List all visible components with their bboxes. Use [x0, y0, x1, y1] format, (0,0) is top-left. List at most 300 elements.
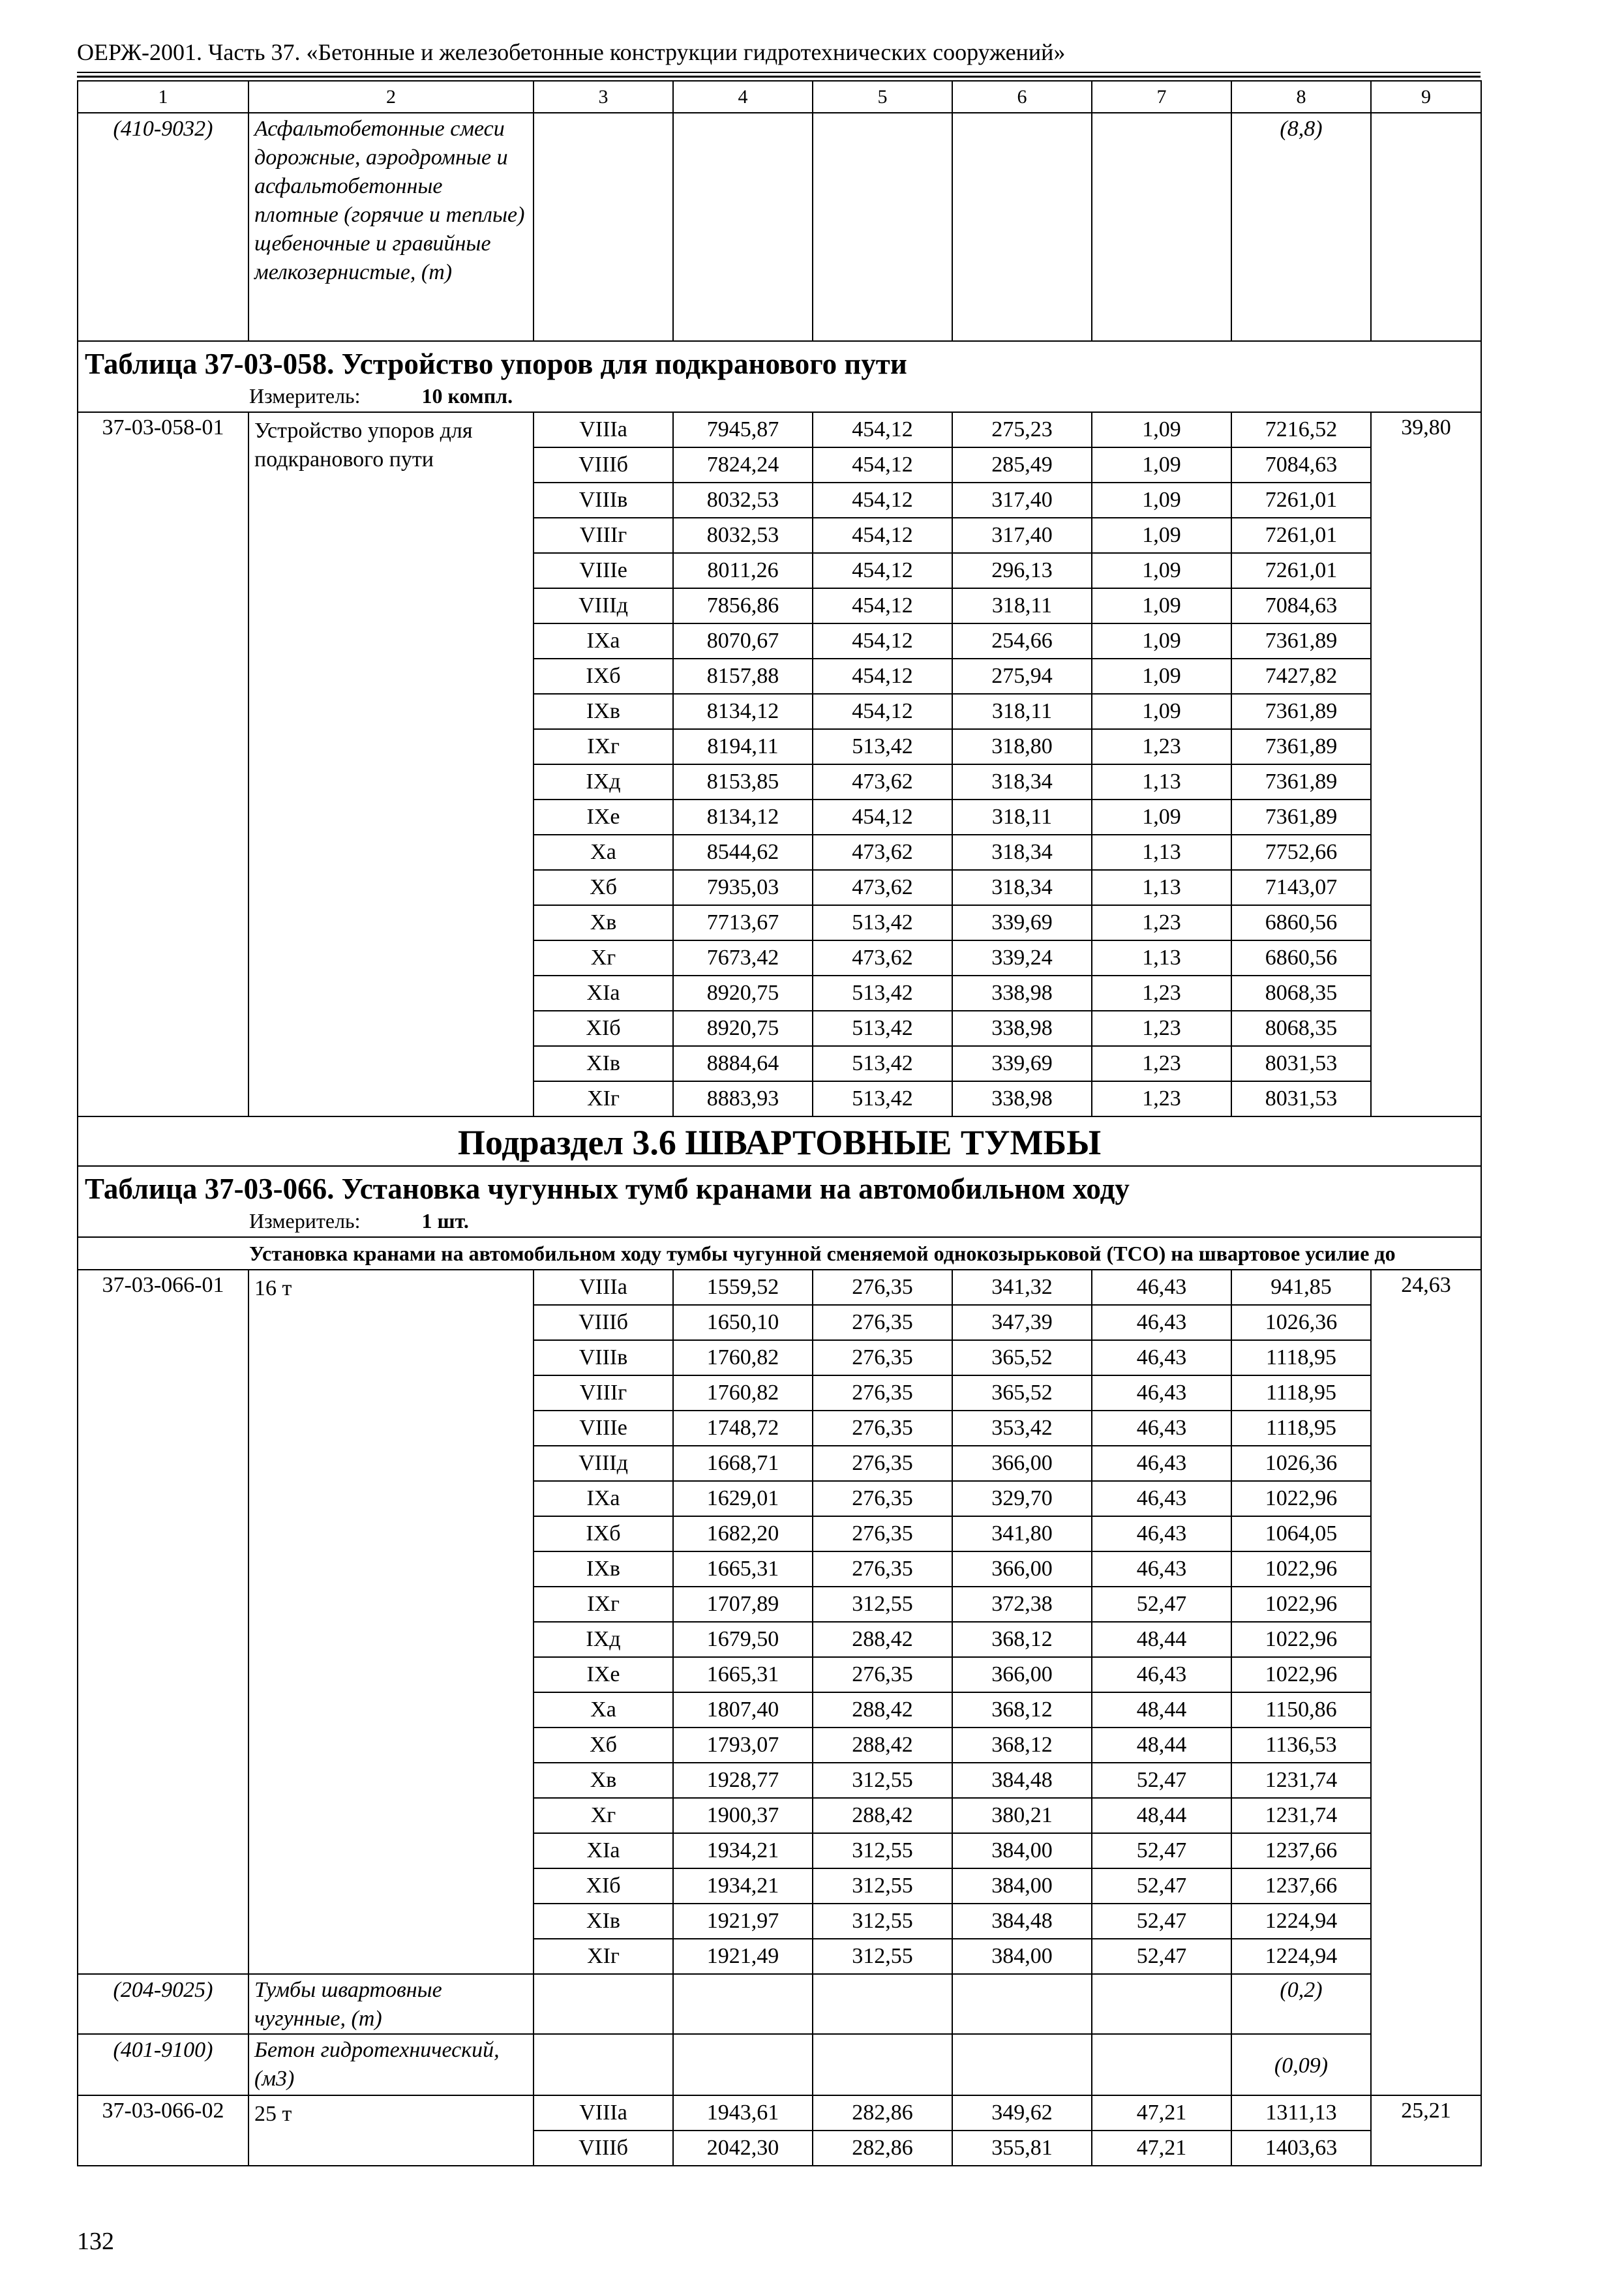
measure-label: Измеритель:	[249, 384, 361, 408]
value-cell: 1,23	[1092, 1081, 1231, 1116]
value-cell: 1,09	[1092, 412, 1231, 447]
value-cell: 1403,63	[1231, 2131, 1371, 2166]
empty-cell	[534, 1974, 673, 2034]
value-cell: 473,62	[813, 870, 952, 905]
page-header: ОЕРЖ-2001. Часть 37. «Бетонные и железобетонные конструкции гидротехнических сооружений»	[77, 39, 1066, 65]
value-cell: 296,13	[952, 553, 1092, 588]
value-cell: 7361,89	[1231, 623, 1371, 659]
work-name: 25 т	[248, 2095, 534, 2166]
value-cell: 1,23	[1092, 1046, 1231, 1081]
table-row	[78, 2095, 1481, 2131]
value-cell: 339,69	[952, 905, 1092, 940]
value-cell: 276,35	[813, 1657, 952, 1692]
value-cell: 338,98	[952, 976, 1092, 1011]
value-cell: 8884,64	[673, 1046, 813, 1081]
value-cell: 1,13	[1092, 940, 1231, 976]
value-cell: 454,12	[813, 447, 952, 483]
value-cell: 1231,74	[1231, 1798, 1371, 1833]
value-cell: 7752,66	[1231, 835, 1371, 870]
value-cell: 513,42	[813, 729, 952, 764]
value-cell: 46,43	[1092, 1481, 1231, 1516]
value-cell: 1559,52	[673, 1270, 813, 1305]
value-cell: 46,43	[1092, 1375, 1231, 1411]
value-cell: 6860,56	[1231, 940, 1371, 976]
zone-cell: VIIIб	[534, 1305, 673, 1340]
value-cell: 1629,01	[673, 1481, 813, 1516]
work-name: 16 т	[248, 1270, 534, 1974]
value-cell: 1,09	[1092, 518, 1231, 553]
value-cell: 1,09	[1092, 483, 1231, 518]
value-cell: 8031,53	[1231, 1046, 1371, 1081]
value-cell: 8031,53	[1231, 1081, 1371, 1116]
value-cell: 48,44	[1092, 1798, 1231, 1833]
value-cell: 454,12	[813, 412, 952, 447]
zone-cell: VIIIа	[534, 2095, 673, 2131]
value-cell: 7084,63	[1231, 447, 1371, 483]
zone-cell: IXв	[534, 694, 673, 729]
value-cell: 8134,12	[673, 694, 813, 729]
zone-cell: IXе	[534, 800, 673, 835]
table-row	[78, 412, 1481, 447]
measure-line	[78, 1204, 1481, 1236]
value-cell: 46,43	[1092, 1516, 1231, 1551]
value-cell: 52,47	[1092, 1868, 1231, 1904]
value-cell: 454,12	[813, 623, 952, 659]
value-cell: 48,44	[1092, 1692, 1231, 1728]
value-cell: 1136,53	[1231, 1728, 1371, 1763]
value-cell: 1,23	[1092, 976, 1231, 1011]
value-cell: 1026,36	[1231, 1305, 1371, 1340]
value-cell: 8157,88	[673, 659, 813, 694]
measure-line	[78, 379, 1481, 411]
value-cell: 341,32	[952, 1270, 1092, 1305]
value-cell: 8153,85	[673, 764, 813, 800]
value-cell: 7673,42	[673, 940, 813, 976]
value-cell: 366,00	[952, 1657, 1092, 1692]
work-name: Устройство упоров для подкранового пути	[248, 412, 534, 1116]
value-cell: 312,55	[813, 1939, 952, 1974]
zone-cell: Xв	[534, 905, 673, 940]
value-cell: 368,12	[952, 1692, 1092, 1728]
value-cell: 1064,05	[1231, 1516, 1371, 1551]
measure-label: Измеритель:	[249, 1209, 361, 1233]
subsection-row	[78, 1116, 1481, 1166]
empty-cell	[673, 1974, 813, 2034]
value-cell: 384,00	[952, 1939, 1092, 1974]
value-cell: 1,09	[1092, 588, 1231, 623]
zone-cell: Xб	[534, 870, 673, 905]
value-cell: 288,42	[813, 1798, 952, 1833]
value-cell: 8068,35	[1231, 976, 1371, 1011]
value-cell: 473,62	[813, 835, 952, 870]
measure-value: 10 компл.	[421, 384, 513, 408]
material-value: (8,8)	[1231, 113, 1371, 341]
value-cell: 276,35	[813, 1411, 952, 1446]
value-cell: 1022,96	[1231, 1551, 1371, 1587]
value-cell: 7361,89	[1231, 694, 1371, 729]
value-cell: 365,52	[952, 1375, 1092, 1411]
zone-cell: IXа	[534, 623, 673, 659]
zone-cell: VIIIг	[534, 518, 673, 553]
value-cell: 1118,95	[1231, 1375, 1371, 1411]
value-cell: 513,42	[813, 976, 952, 1011]
empty-cell	[813, 2034, 952, 2095]
value-cell: 1118,95	[1231, 1411, 1371, 1446]
table-058-title-row	[78, 341, 1481, 412]
table-title: Таблица 37-03-066. Установка чугунных тумб кранами на автомобильном ходу	[85, 1173, 1130, 1205]
value-cell: 353,42	[952, 1411, 1092, 1446]
value-cell: 1900,37	[673, 1798, 813, 1833]
note-row	[78, 1237, 1481, 1270]
zone-cell: VIIIе	[534, 1411, 673, 1446]
value-cell: 276,35	[813, 1516, 952, 1551]
value-cell: 2042,30	[673, 2131, 813, 2166]
material-code: (410-9032)	[78, 113, 248, 341]
value-cell: 1934,21	[673, 1833, 813, 1868]
value-cell: 454,12	[813, 588, 952, 623]
value-cell: 1,09	[1092, 447, 1231, 483]
value-cell: 1022,96	[1231, 1622, 1371, 1657]
page-number: 132	[77, 2228, 114, 2255]
value-cell: 1934,21	[673, 1868, 813, 1904]
value-cell: 7361,89	[1231, 800, 1371, 835]
value-cell: 254,66	[952, 623, 1092, 659]
value-cell: 318,80	[952, 729, 1092, 764]
zone-cell: Xг	[534, 1798, 673, 1833]
value-cell: 384,00	[952, 1868, 1092, 1904]
value-cell: 46,43	[1092, 1340, 1231, 1375]
empty-cell	[673, 2034, 813, 2095]
value-cell: 46,43	[1092, 1305, 1231, 1340]
value-cell: 318,11	[952, 588, 1092, 623]
value-cell: 46,43	[1092, 1446, 1231, 1481]
value-cell: 52,47	[1092, 1904, 1231, 1939]
subsection-title: Подраздел 3.6 ШВАРТОВНЫЕ ТУМБЫ	[457, 1123, 1102, 1162]
empty-cell	[1092, 1974, 1231, 2034]
value-cell: 338,98	[952, 1011, 1092, 1046]
value-cell: 1026,36	[1231, 1446, 1371, 1481]
value-cell: 1,09	[1092, 800, 1231, 835]
value-cell: 276,35	[813, 1270, 952, 1305]
value-cell: 355,81	[952, 2131, 1092, 2166]
value-cell: 339,69	[952, 1046, 1092, 1081]
value-cell: 513,42	[813, 1011, 952, 1046]
labor-cell: 24,63	[1371, 1270, 1481, 2095]
empty-cell	[534, 2034, 673, 2095]
zone-cell: Xа	[534, 835, 673, 870]
value-cell: 8883,93	[673, 1081, 813, 1116]
value-cell: 7824,24	[673, 447, 813, 483]
empty-cell	[813, 1974, 952, 2034]
value-cell: 7713,67	[673, 905, 813, 940]
value-cell: 1,13	[1092, 835, 1231, 870]
zone-cell: Xг	[534, 940, 673, 976]
value-cell: 317,40	[952, 483, 1092, 518]
value-cell: 1682,20	[673, 1516, 813, 1551]
value-cell: 1760,82	[673, 1340, 813, 1375]
material-code: (204-9025)	[78, 1974, 248, 2034]
value-cell: 7427,82	[1231, 659, 1371, 694]
value-cell: 318,11	[952, 694, 1092, 729]
value-cell: 8032,53	[673, 518, 813, 553]
value-cell: 285,49	[952, 447, 1092, 483]
zone-cell: VIIIв	[534, 1340, 673, 1375]
value-cell: 513,42	[813, 905, 952, 940]
table-row	[78, 1270, 1481, 1305]
material-value: (0,09)	[1231, 2034, 1371, 2095]
material-row	[78, 113, 1481, 341]
material-name: Тумбы швартовные чугунные, (т)	[248, 1974, 534, 2034]
rate-code: 37-03-066-01	[78, 1270, 248, 1974]
header-rule	[77, 72, 1481, 73]
value-cell: 347,39	[952, 1305, 1092, 1340]
zone-cell: VIIIб	[534, 447, 673, 483]
value-cell: 275,94	[952, 659, 1092, 694]
value-cell: 1679,50	[673, 1622, 813, 1657]
value-cell: 1807,40	[673, 1692, 813, 1728]
value-cell: 52,47	[1092, 1939, 1231, 1974]
column-number: 2	[248, 81, 534, 113]
value-cell: 8920,75	[673, 1011, 813, 1046]
column-number: 6	[952, 81, 1092, 113]
value-cell: 366,00	[952, 1551, 1092, 1587]
column-number: 8	[1231, 81, 1371, 113]
value-cell: 8011,26	[673, 553, 813, 588]
zone-cell: VIIIг	[534, 1375, 673, 1411]
value-cell: 368,12	[952, 1728, 1092, 1763]
labor-cell: 39,80	[1371, 412, 1481, 1116]
value-cell: 52,47	[1092, 1833, 1231, 1868]
zone-cell: VIIIа	[534, 412, 673, 447]
column-number: 3	[534, 81, 673, 113]
zone-cell: VIIIа	[534, 1270, 673, 1305]
value-cell: 368,12	[952, 1622, 1092, 1657]
value-cell: 6860,56	[1231, 905, 1371, 940]
value-cell: 276,35	[813, 1446, 952, 1481]
value-cell: 312,55	[813, 1763, 952, 1798]
value-cell: 1921,97	[673, 1904, 813, 1939]
value-cell: 7935,03	[673, 870, 813, 905]
column-number-row	[78, 81, 1481, 113]
value-cell: 1921,49	[673, 1939, 813, 1974]
zone-cell: VIIIб	[534, 2131, 673, 2166]
value-cell: 454,12	[813, 553, 952, 588]
value-cell: 8544,62	[673, 835, 813, 870]
value-cell: 454,12	[813, 800, 952, 835]
value-cell: 1,23	[1092, 729, 1231, 764]
zone-cell: XIв	[534, 1904, 673, 1939]
column-number: 5	[813, 81, 952, 113]
value-cell: 1,09	[1092, 659, 1231, 694]
value-cell: 1943,61	[673, 2095, 813, 2131]
material-row	[78, 2034, 1481, 2095]
value-cell: 8920,75	[673, 976, 813, 1011]
value-cell: 341,80	[952, 1516, 1092, 1551]
zone-cell: IXб	[534, 659, 673, 694]
value-cell: 52,47	[1092, 1763, 1231, 1798]
table-title: Таблица 37-03-058. Устройство упоров для подкранового пути	[85, 348, 907, 380]
value-cell: 8134,12	[673, 800, 813, 835]
value-cell: 372,38	[952, 1587, 1092, 1622]
value-cell: 46,43	[1092, 1657, 1231, 1692]
value-cell: 366,00	[952, 1446, 1092, 1481]
zone-cell: IXа	[534, 1481, 673, 1516]
value-cell: 349,62	[952, 2095, 1092, 2131]
labor-cell: 25,21	[1371, 2095, 1481, 2166]
value-cell: 7216,52	[1231, 412, 1371, 447]
zone-cell: VIIIе	[534, 553, 673, 588]
value-cell: 288,42	[813, 1622, 952, 1657]
column-number: 1	[78, 81, 248, 113]
value-cell: 312,55	[813, 1904, 952, 1939]
value-cell: 1022,96	[1231, 1587, 1371, 1622]
value-cell: 1224,94	[1231, 1904, 1371, 1939]
rates-table	[77, 80, 1482, 2166]
value-cell: 8194,11	[673, 729, 813, 764]
value-cell: 7261,01	[1231, 553, 1371, 588]
value-cell: 1,23	[1092, 1011, 1231, 1046]
value-cell: 384,48	[952, 1904, 1092, 1939]
value-cell: 384,00	[952, 1833, 1092, 1868]
value-cell: 1928,77	[673, 1763, 813, 1798]
value-cell: 1668,71	[673, 1446, 813, 1481]
zone-cell: IXд	[534, 764, 673, 800]
value-cell: 1665,31	[673, 1551, 813, 1587]
zone-cell: XIа	[534, 1833, 673, 1868]
zone-cell: XIг	[534, 1081, 673, 1116]
value-cell: 47,21	[1092, 2131, 1231, 2166]
zone-cell: IXб	[534, 1516, 673, 1551]
value-cell: 7261,01	[1231, 483, 1371, 518]
value-cell: 338,98	[952, 1081, 1092, 1116]
empty-cell	[1092, 2034, 1231, 2095]
column-number: 9	[1371, 81, 1481, 113]
column-number: 4	[673, 81, 813, 113]
value-cell: 454,12	[813, 694, 952, 729]
value-cell: 7361,89	[1231, 764, 1371, 800]
zone-cell: XIа	[534, 976, 673, 1011]
zone-cell: Xб	[534, 1728, 673, 1763]
value-cell: 1224,94	[1231, 1939, 1371, 1974]
zone-cell: Xа	[534, 1692, 673, 1728]
value-cell: 1022,96	[1231, 1481, 1371, 1516]
value-cell: 1237,66	[1231, 1833, 1371, 1868]
value-cell: 312,55	[813, 1868, 952, 1904]
value-cell: 1,09	[1092, 623, 1231, 659]
value-cell: 1,09	[1092, 694, 1231, 729]
zone-cell: IXв	[534, 1551, 673, 1587]
material-row	[78, 1974, 1481, 2034]
value-cell: 454,12	[813, 483, 952, 518]
zone-cell: XIб	[534, 1868, 673, 1904]
value-cell: 1650,10	[673, 1305, 813, 1340]
value-cell: 454,12	[813, 518, 952, 553]
value-cell: 473,62	[813, 940, 952, 976]
material-code: (401-9100)	[78, 2034, 248, 2095]
value-cell: 1231,74	[1231, 1763, 1371, 1798]
value-cell: 312,55	[813, 1833, 952, 1868]
table-066-title-row	[78, 1166, 1481, 1237]
value-cell: 318,34	[952, 764, 1092, 800]
rate-code: 37-03-058-01	[78, 412, 248, 1116]
zone-cell: IXд	[534, 1622, 673, 1657]
value-cell: 8070,67	[673, 623, 813, 659]
value-cell: 1748,72	[673, 1411, 813, 1446]
rate-code: 37-03-066-02	[78, 2095, 248, 2166]
value-cell: 47,21	[1092, 2095, 1231, 2131]
value-cell: 288,42	[813, 1692, 952, 1728]
zone-cell: XIг	[534, 1939, 673, 1974]
value-cell: 282,86	[813, 2131, 952, 2166]
value-cell: 288,42	[813, 1728, 952, 1763]
value-cell: 1665,31	[673, 1657, 813, 1692]
note-text: Установка кранами на автомобильном ходу тумбы чугунной сменяемой однокозырьковой (ТСО) на швартовое усилие до	[78, 1237, 1481, 1270]
value-cell: 52,47	[1092, 1587, 1231, 1622]
value-cell: 7361,89	[1231, 729, 1371, 764]
value-cell: 329,70	[952, 1481, 1092, 1516]
material-name: Бетон гидротехнический, (м3)	[248, 2034, 534, 2095]
measure-value: 1 шт.	[421, 1209, 469, 1233]
value-cell: 7945,87	[673, 412, 813, 447]
value-cell: 1237,66	[1231, 1868, 1371, 1904]
value-cell: 365,52	[952, 1340, 1092, 1375]
zone-cell: XIв	[534, 1046, 673, 1081]
value-cell: 318,34	[952, 835, 1092, 870]
value-cell: 312,55	[813, 1587, 952, 1622]
value-cell: 1,09	[1092, 553, 1231, 588]
value-cell: 276,35	[813, 1305, 952, 1340]
empty-cell	[952, 1974, 1092, 2034]
value-cell: 1760,82	[673, 1375, 813, 1411]
value-cell: 1022,96	[1231, 1657, 1371, 1692]
value-cell: 513,42	[813, 1081, 952, 1116]
zone-cell: IXе	[534, 1657, 673, 1692]
zone-cell: VIIIв	[534, 483, 673, 518]
zone-cell: IXг	[534, 729, 673, 764]
material-name: Асфальтобетонные смеси дорожные, аэродромные и асфальтобетонные плотные (горячие и теплые) щебеночные и гравийные мелкозернистые, (т)	[248, 113, 534, 341]
value-cell: 7084,63	[1231, 588, 1371, 623]
value-cell: 8068,35	[1231, 1011, 1371, 1046]
value-cell: 1311,13	[1231, 2095, 1371, 2131]
value-cell: 941,85	[1231, 1270, 1371, 1305]
zone-cell: IXг	[534, 1587, 673, 1622]
value-cell: 275,23	[952, 412, 1092, 447]
zone-cell: VIIIд	[534, 588, 673, 623]
zone-cell: Xв	[534, 1763, 673, 1798]
column-number: 7	[1092, 81, 1231, 113]
value-cell: 46,43	[1092, 1551, 1231, 1587]
value-cell: 1,13	[1092, 870, 1231, 905]
value-cell: 7261,01	[1231, 518, 1371, 553]
value-cell: 276,35	[813, 1375, 952, 1411]
value-cell: 380,21	[952, 1798, 1092, 1833]
value-cell: 7143,07	[1231, 870, 1371, 905]
value-cell: 1,23	[1092, 905, 1231, 940]
value-cell: 513,42	[813, 1046, 952, 1081]
value-cell: 454,12	[813, 659, 952, 694]
value-cell: 46,43	[1092, 1270, 1231, 1305]
value-cell: 1793,07	[673, 1728, 813, 1763]
value-cell: 317,40	[952, 518, 1092, 553]
value-cell: 282,86	[813, 2095, 952, 2131]
zone-cell: XIб	[534, 1011, 673, 1046]
value-cell: 276,35	[813, 1481, 952, 1516]
zone-cell: VIIIд	[534, 1446, 673, 1481]
value-cell: 1707,89	[673, 1587, 813, 1622]
value-cell: 1118,95	[1231, 1340, 1371, 1375]
value-cell: 473,62	[813, 764, 952, 800]
value-cell: 46,43	[1092, 1411, 1231, 1446]
